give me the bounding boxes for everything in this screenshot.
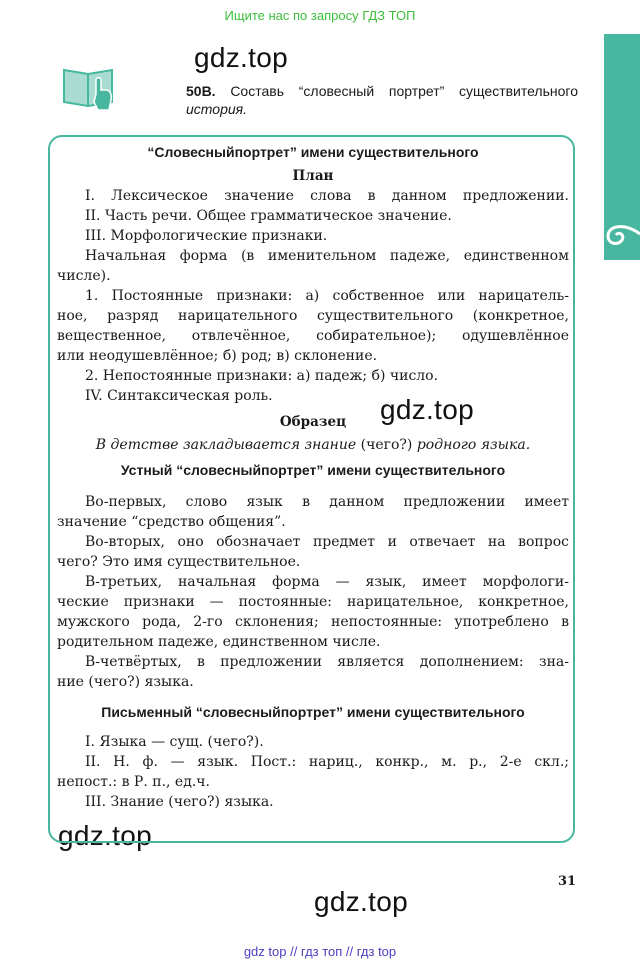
oral-line: значение “средство общения”. — [57, 514, 286, 530]
plan-line: I. Лексическое значение слова в данном предложении. — [85, 188, 569, 204]
task-line — [186, 82, 578, 101]
plan-line: ное, разряд нарицательного существительного (конкретное, — [57, 308, 569, 324]
sample-title: Образец — [279, 414, 347, 430]
task-number: 50В. — [186, 83, 216, 99]
plan-line: IV. Синтаксическая роль. — [85, 388, 273, 404]
oral-line: В-четвёртых, в предложении является дополнением: зна- — [85, 654, 569, 670]
plan-line: Начальная форма (в именительном падеже, единственном — [85, 248, 569, 264]
watermark: gdz.top — [58, 820, 152, 851]
oral-line: В-третьих, начальная форма — язык, имеет морфологи- — [85, 574, 569, 590]
swirl-icon — [604, 214, 640, 254]
written-line: III. Знание (чего?) языка. — [85, 794, 274, 810]
top-banner[interactable]: Ищите нас по запросу ГДЗ ТОП — [224, 8, 416, 23]
page-number: 31 — [558, 874, 577, 889]
side-tab — [604, 34, 640, 260]
watermark: gdz.top — [194, 42, 288, 73]
sample-sentence — [57, 434, 569, 456]
plan-line: III. Морфологические признаки. — [85, 228, 328, 244]
sample-question: (чего?) — [360, 437, 413, 453]
written-title: Письменный “словесныйпортрет” имени существительного — [101, 704, 525, 720]
written-line: непост.: в Р. п., ед.ч. — [57, 774, 210, 790]
box-title: “Словесныйпортрет” имени существительного — [147, 144, 479, 160]
book-hand-icon — [62, 64, 122, 112]
oral-line: ческие признаки — постоянные: нарицательное, конкретное, — [57, 594, 569, 610]
plan-line: вещественное, отвлечённое, собирательное); одушевлённое — [57, 328, 569, 344]
plan-line: числе). — [57, 268, 111, 284]
bottom-banner[interactable]: gdz top // гдз топ // гдз top — [243, 944, 397, 959]
task-text: Составь “словесный портрет” существительного — [230, 83, 578, 99]
written-line: II. Н. ф. — язык. Пост.: нариц., конкр., м. р., 2-е скл.; — [85, 754, 569, 770]
oral-line: ние (чего?) языка. — [57, 674, 194, 690]
watermark: gdz.top — [314, 886, 408, 917]
oral-line: родительном падеже, единственном числе. — [57, 634, 381, 650]
plan-line: 1. Постоянные признаки: а) собственное или нарицатель- — [85, 288, 569, 304]
oral-line: мужского рода, 2-го склонения; непостоянные: употреблено в — [57, 614, 569, 630]
sample-part-2: родного языка. — [416, 437, 531, 453]
oral-title: Устный “словесныйпортрет” имени существительного — [120, 462, 506, 478]
oral-line: чего? Это имя существительное. — [57, 554, 301, 570]
written-line: I. Языка — сущ. (чего?). — [85, 734, 264, 750]
info-box-content — [57, 140, 569, 812]
sample-part-1: В детстве закладывается знание — [95, 437, 357, 453]
plan-line: или неодушевлённое; б) род; в) склонение. — [57, 348, 378, 364]
plan-title: План — [292, 168, 334, 184]
plan-line: 2. Непостоянные признаки: а) падеж; б) число. — [85, 368, 439, 384]
oral-line: Во-вторых, оно обозначает предмет и отвечает на вопрос — [85, 534, 569, 550]
task-text-continued: история. — [186, 101, 248, 117]
watermark: gdz.top — [380, 394, 474, 425]
plan-line: II. Часть речи. Общее грамматическое значение. — [85, 208, 452, 224]
oral-line: Во-первых, слово язык в данном предложении имеет — [85, 494, 569, 510]
